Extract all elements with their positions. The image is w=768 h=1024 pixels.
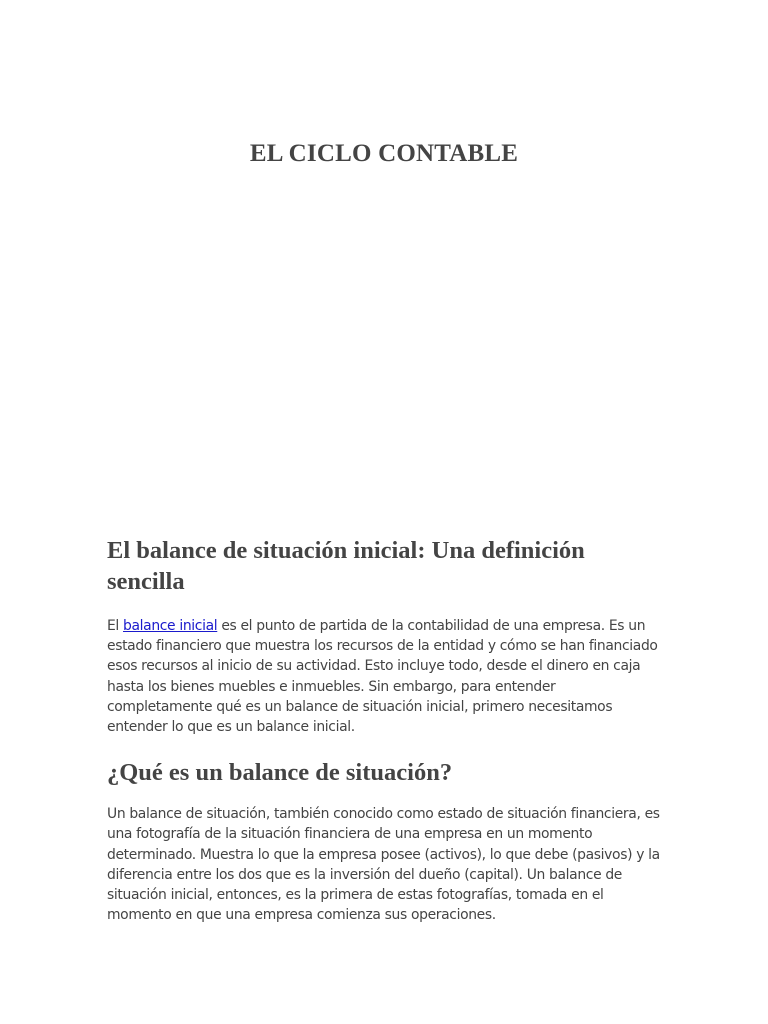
paragraph-text: es el punto de partida de la contabilidad de una empresa. Es un estado financiero que muestra los recursos de la entidad y cómo se han financiado esos recursos al inicio de su actividad. Esto incluye todo, desde el dinero en caja hasta los bienes muebles e inmuebles. Sin embargo, para entender completamente qué es un balance de situación inicial, primero necesitamos entender lo que es un balance inicial.	[107, 618, 658, 736]
article-content	[107, 535, 663, 925]
section-paragraph-que-es: Un balance de situación, también conocido como estado de situación financiera, es una fotografía de la situación financiera de una empresa en un momento determinado. Muestra lo que la empresa posee (activos), lo que debe (pasivos) y la diferencia entre los dos que es la inversión del dueño (capital). Un balance de situación inicial, entonces, es la primera de estas fotografías, tomada en el momento en que una empresa comienza sus operaciones.	[107, 806, 660, 924]
document-title: EL CICLO CONTABLE	[249, 140, 519, 167]
balance-inicial-link[interactable]: balance inicial	[123, 618, 218, 634]
section-heading-definicion: El balance de situación inicial: Una definición sencilla	[107, 537, 585, 595]
paragraph-prefix: El	[107, 618, 124, 634]
section-paragraph-definicion	[107, 616, 663, 737]
section-heading-que-es: ¿Qué es un balance de situación?	[107, 759, 453, 787]
